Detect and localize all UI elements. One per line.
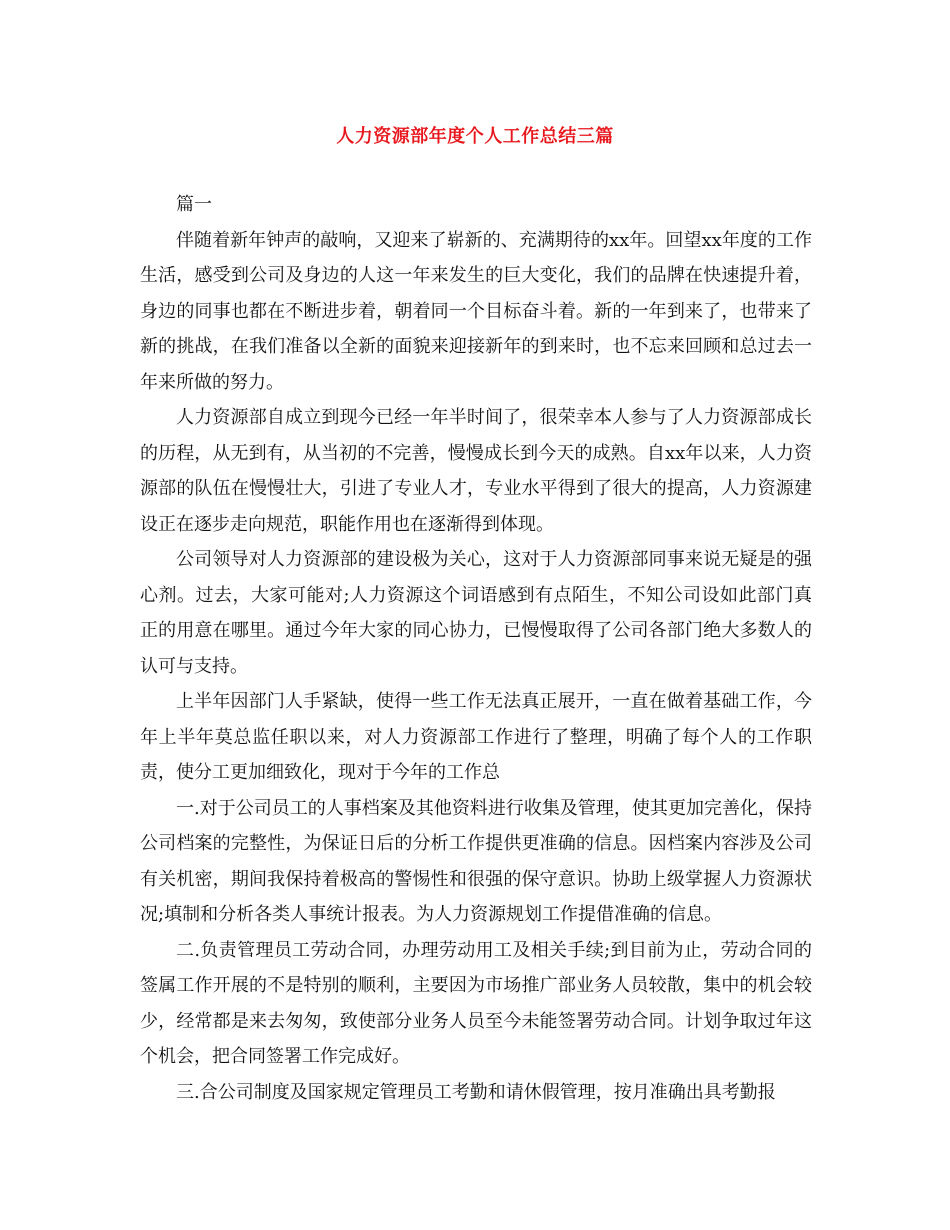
section-heading: 篇一 bbox=[176, 194, 212, 215]
paragraph: 三.合公司制度及国家规定管理员工考勤和请休假管理，按月准确出具考勤报 bbox=[176, 1081, 776, 1103]
document-title: 人力资源部年度个人工作总结三篇 bbox=[336, 126, 614, 147]
paragraph: 二.负责管理员工劳动合同，办理劳动用工及相关手续;到目前为止，劳动合同的签属工作开展的不是特别的顺利，主要因为市场推广部业务人员较散，集中的机会较少，经常都是来去匆匆，致使部分业务人员至今未能签署劳动合同。计划争取过年这个机会，把合同签署工作完成好。 bbox=[140, 939, 812, 1067]
document-body bbox=[140, 187, 812, 1110]
paragraph: 伴随着新年钟声的敲响，又迎来了崭新的、充满期待的xx年。回望xx年度的工作生活，感受到公司及身边的人这一年来发生的巨大变化，我们的品牌在快速提升着，身边的同事也都在不断进步着，朝着同一个目标奋斗着。新的一年到来了，也带来了新的挑战，在我们准备以全新的面貌来迎接新年的到来时，也不忘来回顾和总过去一年来所做的努力。 bbox=[140, 229, 812, 393]
paragraph: 人力资源部自成立到现今已经一年半时间了，很荣幸本人参与了人力资源部成长的历程，从无到有，从当初的不完善，慢慢成长到今天的成熟。自xx年以来，人力资源部的队伍在慢慢壮大，引进了专业人才，专业水平得到了很大的提高，人力资源建设正在逐步走向规范，职能作用也在逐渐得到体现。 bbox=[140, 407, 812, 535]
paragraph: 公司领导对人力资源部的建设极为关心，这对于人力资源部同事来说无疑是的强心剂。过去，大家可能对;人力资源这个词语感到有点陌生，不知公司设如此部门真正的用意在哪里。通过今年大家的同心协力，已慢慢取得了公司各部门绝大多数人的认可与支持。 bbox=[140, 549, 812, 677]
paragraph: 一.对于公司员工的人事档案及其他资料进行收集及管理，使其更加完善化，保持公司档案的完整性，为保证日后的分析工作提供更准确的信息。因档案内容涉及公司有关机密，期间我保持着极高的警惕性和很强的保守意识。协助上级掌握人力资源状况;填制和分析各类人事统计报表。为人力资源规划工作提借准确的信息。 bbox=[140, 797, 812, 925]
paragraph: 上半年因部门人手紧缺，使得一些工作无法真正展开，一直在做着基础工作，今年上半年莫总监任职以来，对人力资源部工作进行了整理，明确了每个人的工作职责，使分工更加细致化，现对于今年的工作总 bbox=[140, 691, 812, 783]
